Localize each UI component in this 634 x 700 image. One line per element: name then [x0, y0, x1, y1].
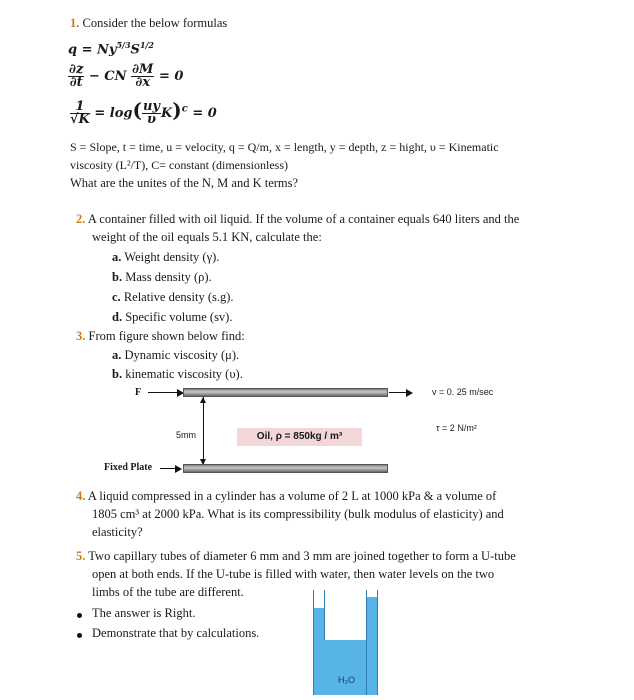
eq3-frac-uy-v [142, 101, 161, 126]
q2-item-d-letter: d. [112, 310, 123, 324]
eq1-s-exponent: 1/2 [139, 40, 154, 50]
eq3-one: 1 [70, 101, 90, 114]
q5-line-1 [76, 549, 516, 564]
q2-item-d-text: Specific volume (sv). [125, 310, 233, 324]
eq2-x: x [142, 75, 151, 90]
eq3-uy: uy [142, 99, 160, 114]
velocity-label: v = 0. 25 m/sec [432, 387, 494, 397]
q4-text-1: A liquid compressed in a cylinder has a volume of 2 L at 1000 kPa & a volume of [87, 489, 497, 503]
q5-text-2: open at both ends. If the U-tube is filled with water, then water levels on the two [92, 567, 495, 581]
q1-definitions-line-2: viscosity (L²/T), C= constant (dimensionless) [70, 158, 289, 172]
water-label: H₂O [338, 675, 355, 685]
eq2-t: t [76, 75, 83, 90]
q2-item-d [112, 310, 232, 325]
q3-item-b [112, 367, 243, 382]
fixed-plate-arrow-line [160, 468, 176, 469]
eq1-lhs: q = Ny [68, 42, 117, 58]
q2-item-c-letter: c. [112, 290, 121, 304]
q1-title: Consider the below formulas [82, 16, 228, 30]
eq2-z: z [75, 62, 84, 77]
eq3-frac-1-sqrtk [70, 101, 90, 126]
q4-text-3: elasticity? [92, 525, 143, 539]
gap-label: 5mm [176, 430, 196, 440]
q1-equation-2 [68, 64, 183, 89]
q4-number: 4. [76, 489, 86, 503]
eq2-frac-dm-dx [131, 64, 154, 89]
eq3-v: υ [146, 112, 156, 127]
q2-item-b [112, 270, 212, 285]
q1-number: 1. [70, 16, 80, 30]
bullet-2 [77, 633, 82, 638]
bullet-1 [77, 613, 82, 618]
q3-item-a-text: Dynamic viscosity (μ). [124, 348, 240, 362]
eq2-partial: ∂ [69, 62, 76, 77]
q1-question: What are the unites of the N, M and K terms? [70, 176, 299, 190]
gap-dimension-line [203, 397, 204, 465]
q3-line-1 [76, 329, 245, 344]
q5-bullet-1: The answer is Right. [92, 606, 196, 620]
q2-item-a-text: Weight density (γ). [124, 250, 220, 264]
eq2-frac-dz-dt [68, 64, 84, 89]
eq3-c-exponent: c [181, 103, 188, 115]
eq1-y-exponent: 5/3 [116, 40, 131, 50]
eq2-rhs: = 0 [158, 69, 184, 84]
fixed-plate-label: Fixed Plate [104, 462, 153, 473]
eq2-cn: − CN [88, 69, 127, 84]
q5-number: 5. [76, 549, 86, 563]
velocity-arrow-head [406, 389, 413, 397]
eq2-partial-3: ∂ [132, 62, 140, 77]
moving-plate [183, 388, 388, 397]
q2-line-1 [76, 212, 519, 227]
q5-text-1: Two capillary tubes of diameter 6 mm and 3 mm are joined together to form a U-tube [88, 549, 516, 563]
eq3-k: K [160, 106, 173, 121]
q2-item-b-letter: b. [112, 270, 123, 284]
q1-definitions-line-1: S = Slope, t = time, u = velocity, q = Q/m, x = length, y = depth, z = hight, υ = Kinematic [70, 140, 499, 154]
q1-equation-1 [68, 40, 154, 57]
q2-item-b-text: Mass density (ρ). [125, 270, 212, 284]
eq2-partial-4: ∂ [135, 75, 143, 90]
q5-text-3: limbs of the tube are different. [92, 585, 244, 599]
velocity-arrow-line [389, 392, 407, 393]
q1-heading [70, 16, 227, 31]
q2-number: 2. [76, 212, 86, 226]
eq2-partial-2: ∂ [69, 75, 77, 90]
q4-line-1 [76, 489, 496, 504]
q2-item-c [112, 290, 234, 305]
q2-item-a-letter: a. [112, 250, 122, 264]
q2-text-1: A container filled with oil liquid. If the volume of a container equals 640 liters and the [87, 212, 520, 226]
q3-item-a-letter: a. [112, 348, 122, 362]
force-arrow-line [148, 392, 178, 393]
q3-number: 3. [76, 329, 86, 343]
q2-text-2: weight of the oil equals 5.1 KN, calculate the: [92, 230, 322, 244]
q2-item-a [112, 250, 219, 265]
q3-text: From figure shown below find: [88, 329, 245, 343]
eq1-s: S [130, 42, 140, 58]
oil-label: Oil, ρ = 850kg / m³ [237, 428, 362, 446]
q1-equation-3: $\frac{1}{√K}$ = log( $\frac{uy}{\upsilon}$ K)$^c$ = 0 [70, 98, 217, 127]
eq3-rhs: = 0 [192, 106, 217, 121]
eq2-m: M [139, 62, 154, 77]
eq3-log: = log [94, 106, 133, 121]
gap-arrow-top [200, 397, 206, 403]
q5-bullet-2: Demonstrate that by calculations. [92, 626, 260, 640]
fixed-plate-arrow-head [175, 465, 182, 473]
q3-item-b-letter: b. [112, 367, 123, 381]
q2-item-c-text: Relative density (s.g). [123, 290, 234, 304]
fixed-plate [183, 464, 388, 473]
force-label: F [135, 387, 142, 398]
q4-text-2: 1805 cm³ at 2000 kPa. What is its compressibility (bulk modulus of elasticity) and [92, 507, 504, 521]
shear-stress-label: τ = 2 N/m² [436, 423, 477, 433]
u-tube-right-limb [366, 597, 378, 695]
q3-item-b-text: kinematic viscosity (υ). [125, 367, 243, 381]
water-reservoir [323, 640, 366, 695]
q3-item-a [112, 348, 239, 363]
eq3-sqrt-k: √K [70, 112, 90, 127]
